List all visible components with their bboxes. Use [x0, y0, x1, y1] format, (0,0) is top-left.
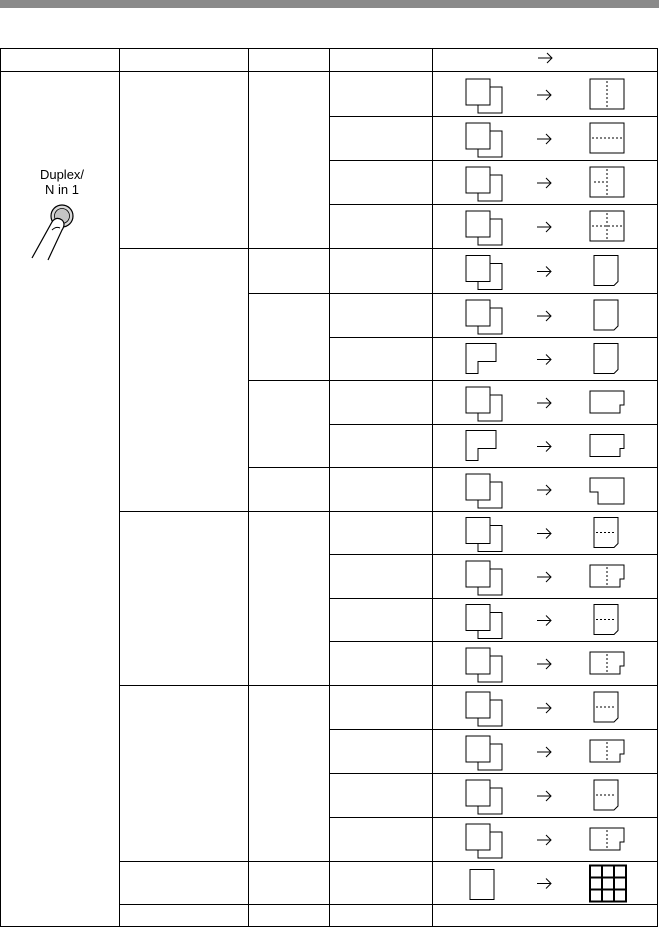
- finger-press-button-icon[interactable]: [28, 200, 88, 262]
- result-row-illustration: [466, 79, 624, 113]
- result-row-illustration: [466, 474, 624, 508]
- button-label-line1: Duplex/: [39, 167, 85, 182]
- result-row-illustration: [466, 211, 624, 245]
- result-row-illustration: [470, 866, 626, 902]
- result-row-illustration: [466, 518, 618, 552]
- result-row-illustration: [466, 692, 618, 726]
- duplex-n-in-1-label: [20, 167, 104, 197]
- result-row-illustration: [466, 123, 624, 157]
- result-row-illustration: [466, 167, 624, 201]
- result-row-illustration: [466, 300, 618, 334]
- arrow-right-icon: [536, 50, 556, 66]
- result-row-illustration: [466, 824, 624, 858]
- result-row-illustration: [466, 431, 624, 461]
- button-label-line2: N in 1: [45, 182, 79, 197]
- result-row-illustration: [466, 648, 624, 682]
- result-row-illustration: [466, 736, 624, 770]
- result-row-illustration: [466, 561, 624, 595]
- result-row-illustration: [466, 605, 618, 639]
- result-row-illustration: [466, 256, 618, 290]
- result-row-illustration: [466, 387, 624, 421]
- result-row-illustration: [466, 780, 618, 814]
- result-row-illustration: [466, 344, 618, 374]
